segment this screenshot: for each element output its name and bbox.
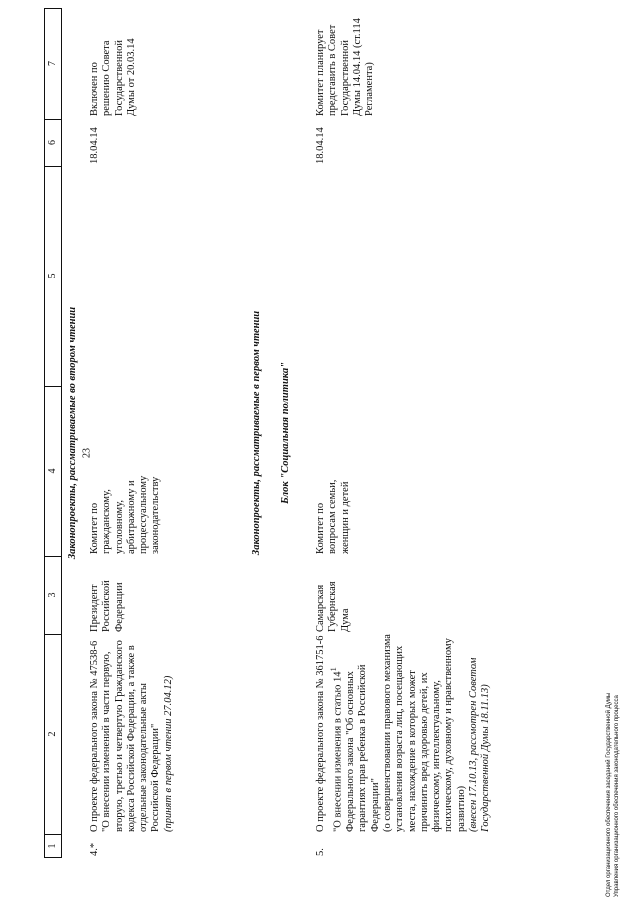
date: 18.04.14	[315, 127, 326, 164]
bill-title: О проекте федерального закона № 47538-6 "О внесении изменений в части первую, вторую, третью и четвертую Гражданского кодекса Российской Федерации, а также в отдельные законодательные акты Российской Федерации"	[89, 640, 162, 832]
initiator: Самарская Губернская Дума	[315, 581, 351, 632]
bill-title-cell	[89, 636, 175, 832]
row-number: 5.	[315, 848, 326, 856]
column-header-3: 3	[45, 556, 61, 635]
remark: Комитет планирует представить в Совет Государственной Думы 14.04.14 (ст.114 Регламента)	[315, 18, 376, 116]
column-header-2: 2	[45, 634, 61, 835]
column-header-row	[44, 8, 62, 858]
remark: Включен по решению Совета Государственной Думы от 20.03.14	[89, 38, 137, 116]
block-heading-social: Блок "Социальная политика"	[280, 362, 291, 504]
bill-note: (принят в первом чтении 27.04.12)	[162, 675, 174, 832]
column-header-4: 4	[45, 386, 61, 557]
column-header-1: 1	[47, 843, 58, 849]
bill-description: (о совершенствовании правового механизма установления возраста лиц, посещающих места, нахождение в которых может причинить вред здоровью детей, их физическому, интеллектуальному, психическому, духовному и нравственному развитию)	[381, 634, 467, 832]
bill-title-cell	[315, 632, 493, 832]
row-number: 4.*	[89, 842, 100, 856]
column-header-7: 7	[45, 8, 61, 120]
initiator: Президент Российской Федерации	[89, 580, 125, 632]
footer-line-2: Управления организационного обеспечения законодательного процесса	[614, 695, 620, 897]
bill-note: (внесен 17.10.13, рассмотрен Советом Государственной Думы 18.11.13)	[468, 657, 492, 832]
committee: Комитет по гражданскому, уголовному, арбитражному и процессуальному законодательству	[89, 475, 162, 554]
bill-title: О проекте федерального закона № 361751-6 "О внесении изменения в статью 14	[315, 635, 344, 832]
bill-title-cont: Федерального закона "Об основных гарантиях прав ребенка в Российской Федерации"	[345, 664, 381, 832]
agenda-table	[44, 8, 624, 858]
superscript: 1	[328, 667, 339, 672]
page-number: 23	[81, 448, 93, 458]
date: 18.04.14	[89, 127, 100, 164]
column-header-5: 5	[45, 166, 61, 387]
section-heading-first-reading: Законопроекты, рассматриваемые в первом чтении	[251, 310, 262, 556]
column-header-6: 6	[45, 119, 61, 167]
section-heading-second-reading: Законопроекты, рассматриваемые во втором чтении	[67, 306, 78, 560]
footer	[605, 693, 621, 897]
committee: Комитет по вопросам семьи, женщин и детей	[315, 479, 351, 554]
footer-line-1: Отдел организационного обеспечения заседаний Государственной Думы	[606, 692, 612, 897]
